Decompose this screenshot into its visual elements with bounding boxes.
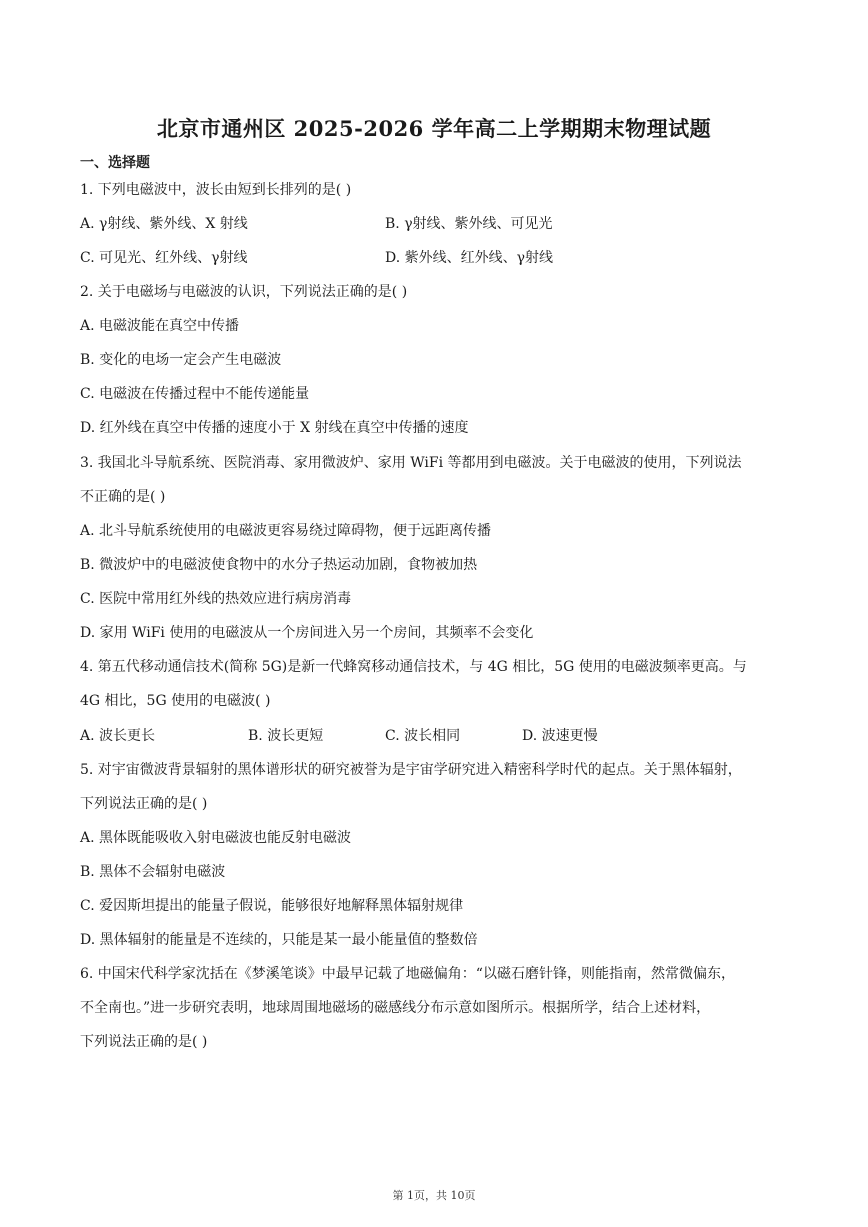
- section-heading: 一、选择题: [80, 155, 150, 171]
- question-2-option-b: B. 变化的电场一定会产生电磁波: [80, 352, 282, 368]
- page-footer: 第 1页，共 10页: [392, 1189, 476, 1202]
- question-3-stem-line-2: 不正确的是( ): [80, 489, 166, 505]
- question-3-option-b: B. 微波炉中的电磁波使食物中的水分子热运动加剧，食物被加热: [80, 557, 478, 573]
- question-3-option-a: A. 北斗导航系统使用的电磁波更容易绕过障碍物，便于远距离传播: [80, 523, 492, 539]
- question-2-option-d: D. 红外线在真空中传播的速度小于 X 射线在真空中传播的速度: [80, 420, 469, 436]
- question-5-option-c: C. 爱因斯坦提出的能量子假说，能够很好地解释黑体辐射规律: [80, 898, 464, 914]
- question-6-stem-line-2: 不全南也。”进一步研究表明，地球周围地磁场的磁感线分布示意如图所示。根据所学，结合上述材料，: [80, 1000, 711, 1016]
- question-3-option-c: C. 医院中常用红外线的热效应进行病房消毒: [80, 591, 352, 607]
- question-5-stem-line-2: 下列说法正确的是( ): [80, 796, 208, 812]
- question-1-option-b: B. γ射线、紫外线、可见光: [385, 216, 553, 232]
- question-5-stem-line-1: 5. 对宇宙微波背景辐射的黑体谱形状的研究被誉为是宇宙学研究进入精密科学时代的起点。关于黑体辐射，: [80, 762, 742, 778]
- question-4-option-b: B. 波长更短: [248, 728, 324, 744]
- question-2-option-c: C. 电磁波在传播过程中不能传递能量: [80, 386, 310, 402]
- question-3-stem-line-1: 3. 我国北斗导航系统、医院消毒、家用微波炉、家用 WiFi 等都用到电磁波。关于电磁波的使用，下列说法: [80, 455, 742, 471]
- question-6-stem-line-3: 下列说法正确的是( ): [80, 1034, 208, 1050]
- question-5-option-a: A. 黑体既能吸收入射电磁波也能反射电磁波: [80, 830, 352, 846]
- question-5-option-b: B. 黑体不会辐射电磁波: [80, 864, 226, 880]
- question-3-option-d: D. 家用 WiFi 使用的电磁波从一个房间进入另一个房间，其频率不会变化: [80, 625, 534, 641]
- question-2-option-a: A. 电磁波能在真空中传播: [80, 318, 240, 334]
- question-2-stem: 2. 关于电磁场与电磁波的认识，下列说法正确的是( ): [80, 284, 408, 300]
- question-1-option-c: C. 可见光、红外线、γ射线: [80, 250, 248, 266]
- question-5-option-d: D. 黑体辐射的能量是不连续的，只能是某一最小能量值的整数倍: [80, 932, 478, 948]
- question-4-option-d: D. 波速更慢: [522, 728, 598, 744]
- question-4-option-c: C. 波长相同: [385, 728, 461, 744]
- question-1-option-d: D. 紫外线、红外线、γ射线: [385, 250, 553, 266]
- question-1-stem: 1. 下列电磁波中，波长由短到长排列的是( ): [80, 182, 352, 198]
- question-4-stem-line-2: 4G 相比，5G 使用的电磁波( ): [80, 693, 271, 709]
- question-4-option-a: A. 波长更长: [80, 728, 156, 744]
- question-4-stem-line-1: 4. 第五代移动通信技术(简称 5G)是新一代蜂窝移动通信技术，与 4G 相比，5G 使用的电磁波频率更高。与: [80, 659, 747, 675]
- question-1-option-a: A. γ射线、紫外线、X 射线: [80, 216, 248, 232]
- question-6-stem-line-1: 6. 中国宋代科学家沈括在《梦溪笔谈》中最早记载了地磁偏角：“以磁石磨针锋，则能指南，然常微偏东，: [80, 966, 735, 982]
- exam-title: 北京市通州区 2025-2026 学年高二上学期期末物理试题: [156, 116, 712, 141]
